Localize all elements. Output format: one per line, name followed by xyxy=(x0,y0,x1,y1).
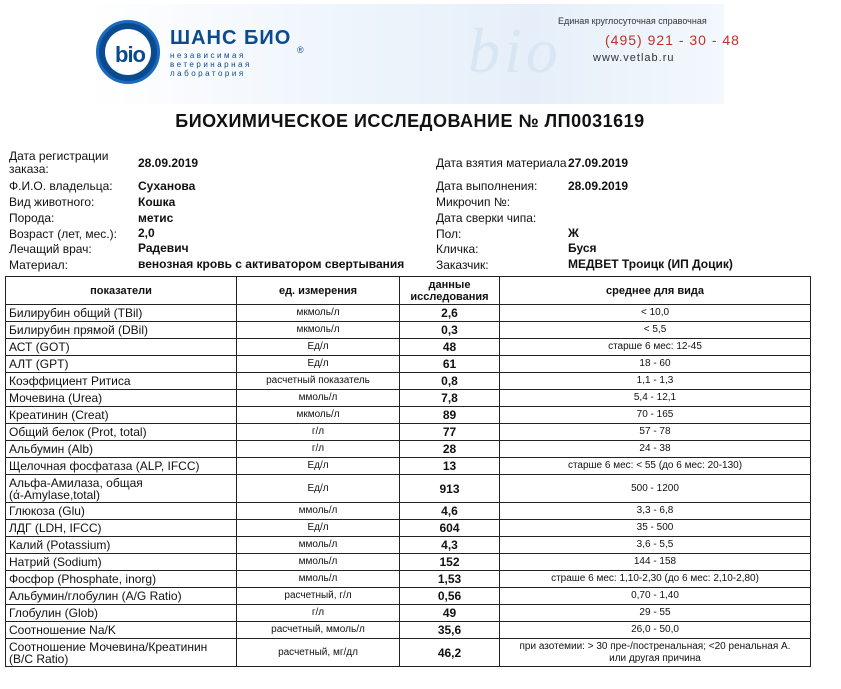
material-label: Материал: xyxy=(9,258,68,272)
row-value: 4,3 xyxy=(400,537,500,554)
species-label: Вид животного: xyxy=(9,195,95,209)
row-unit: г/л xyxy=(237,424,400,441)
row-ref: старше 6 мес: 12-45 xyxy=(500,339,811,356)
row-name: Билирубин прямой (DBil) xyxy=(6,322,237,339)
document-title: БИОХИМИЧЕСКОЕ ИССЛЕДОВАНИЕ № ЛП0031619 xyxy=(175,111,645,131)
table-row xyxy=(6,588,811,605)
row-ref: 57 - 78 xyxy=(500,424,811,441)
row-ref: 5,4 - 12,1 xyxy=(500,390,811,407)
table-row xyxy=(6,407,811,424)
table-row xyxy=(6,356,811,373)
row-value: 1,53 xyxy=(400,571,500,588)
table-row xyxy=(6,305,811,322)
row-value: 13 xyxy=(400,458,500,475)
doctor-label: Лечащий врач: xyxy=(9,242,92,256)
row-unit: Ед/л xyxy=(237,458,400,475)
row-name: Глюкоза (Glu) xyxy=(6,503,237,520)
header-value-line: данные xyxy=(428,278,471,291)
table-row xyxy=(6,339,811,356)
reg-date-label-line: заказа: xyxy=(9,162,49,176)
row-name: Альбумин/глобулин (A/G Ratio) xyxy=(6,588,237,605)
reg-date-label-line: Дата регистрации xyxy=(9,149,109,163)
row-unit: ммоль/л xyxy=(237,571,400,588)
row-ref-line: при азотемии: > 30 пре-/постренальная; <20 ренальная А. xyxy=(519,640,791,652)
row-unit: Ед/л xyxy=(237,520,400,537)
row-name: Калий (Potassium) xyxy=(6,537,237,554)
row-name: Натрий (Sodium) xyxy=(6,554,237,571)
reg-date-label xyxy=(9,150,108,176)
row-name-line: (ά-Amylase,total) xyxy=(9,487,100,502)
age: 2,0 xyxy=(138,226,155,240)
contact-label: Единая круглосуточная справочная xyxy=(558,16,707,26)
row-name: ЛДГ (LDH, IFCC) xyxy=(6,520,237,537)
row-unit: Ед/л xyxy=(237,475,400,503)
row-name: Соотношение Na/K xyxy=(6,622,237,639)
row-value: 913 xyxy=(400,475,500,503)
row-unit: Ед/л xyxy=(237,339,400,356)
row-name: Глобулин (Glob) xyxy=(6,605,237,622)
row-name-line: Альфа-Амилаза, общая xyxy=(9,475,143,490)
row-value: 61 xyxy=(400,356,500,373)
row-name: Билирубин общий (TBil) xyxy=(6,305,237,322)
row-value: 48 xyxy=(400,339,500,356)
nickname-label: Кличка: xyxy=(436,242,479,256)
row-unit: мкмоль/л xyxy=(237,407,400,424)
brand-tagline xyxy=(170,51,252,78)
table-header-row xyxy=(6,277,811,305)
row-ref-line: или другая причина xyxy=(609,652,701,664)
row-name: Фосфор (Phosphate, inorg) xyxy=(6,571,237,588)
table-row xyxy=(6,475,811,503)
sex-label: Пол: xyxy=(436,227,462,241)
sex: Ж xyxy=(568,226,579,240)
row-value: 0,8 xyxy=(400,373,500,390)
header-unit: ед. измерения xyxy=(237,277,400,305)
table-row xyxy=(6,554,811,571)
row-value: 35,6 xyxy=(400,622,500,639)
table-row xyxy=(6,622,811,639)
row-value: 89 xyxy=(400,407,500,424)
row-name: Креатинин (Creat) xyxy=(6,407,237,424)
row-ref: 24 - 38 xyxy=(500,441,811,458)
row-name: Коэффициент Ритиса xyxy=(6,373,237,390)
table-row xyxy=(6,503,811,520)
lab-logo xyxy=(96,20,160,84)
row-unit: Ед/л xyxy=(237,356,400,373)
row-unit: ммоль/л xyxy=(237,537,400,554)
row-ref: < 5,5 xyxy=(500,322,811,339)
chip-label: Микрочип №: xyxy=(436,195,511,209)
row-value: 604 xyxy=(400,520,500,537)
sample-date: 27.09.2019 xyxy=(568,156,629,170)
row-ref: 18 - 60 xyxy=(500,356,811,373)
row-name-line: (B/C Ratio) xyxy=(9,651,69,666)
registered-mark: ® xyxy=(297,45,304,55)
row-ref: 35 - 500 xyxy=(500,520,811,537)
row-unit: г/л xyxy=(237,441,400,458)
row-ref xyxy=(500,639,811,667)
customer-label: Заказчик: xyxy=(436,258,489,272)
row-value: 152 xyxy=(400,554,500,571)
doctor: Радевич xyxy=(138,241,189,255)
row-name: Мочевина (Urea) xyxy=(6,390,237,407)
row-ref: 144 - 158 xyxy=(500,554,811,571)
row-unit: ммоль/л xyxy=(237,503,400,520)
row-unit: мкмоль/л xyxy=(237,305,400,322)
done-date-label: Дата выполнения: xyxy=(436,179,538,193)
tagline-line: ветеринарная xyxy=(170,60,252,69)
row-value: 28 xyxy=(400,441,500,458)
row-unit: ммоль/л xyxy=(237,390,400,407)
reg-date: 28.09.2019 xyxy=(138,156,199,170)
species: Кошка xyxy=(138,195,176,209)
row-ref: страше 6 мес: 1,10-2,30 (до 6 мес: 2,10-2,80) xyxy=(500,571,811,588)
table-row xyxy=(6,571,811,588)
row-unit: расчетный, ммоль/л xyxy=(237,622,400,639)
header-ref: среднее для вида xyxy=(500,277,811,305)
row-name xyxy=(6,475,237,503)
done-date: 28.09.2019 xyxy=(568,179,629,193)
results-table xyxy=(5,276,811,667)
row-name: Альбумин (Alb) xyxy=(6,441,237,458)
row-unit: мкмоль/л xyxy=(237,322,400,339)
table-row xyxy=(6,639,811,667)
table-row xyxy=(6,373,811,390)
row-name xyxy=(6,639,237,667)
row-value: 4,6 xyxy=(400,503,500,520)
row-name: Щелочная фосфатаза (ALP, IFCC) xyxy=(6,458,237,475)
sample-date-label: Дата взятия материала xyxy=(436,156,567,170)
row-unit: г/л xyxy=(237,605,400,622)
customer: МЕДВЕТ Троицк (ИП Доцик) xyxy=(568,257,733,271)
age-label: Возраст (лет, мес.): xyxy=(9,227,117,241)
row-value: 49 xyxy=(400,605,500,622)
table-row xyxy=(6,537,811,554)
row-ref: 26,0 - 50,0 xyxy=(500,622,811,639)
table-row xyxy=(6,458,811,475)
row-ref: старше 6 мес: < 55 (до 6 мес: 20-130) xyxy=(500,458,811,475)
row-value: 7,8 xyxy=(400,390,500,407)
table-row xyxy=(6,520,811,537)
breed: метис xyxy=(138,211,174,225)
contact-site: www.vetlab.ru xyxy=(593,52,675,64)
logo-inner xyxy=(105,29,151,75)
row-name-line: Соотношение Мочевина/Креатинин xyxy=(9,639,208,654)
row-value: 46,2 xyxy=(400,639,500,667)
contact-phone: (495) 921 - 30 - 48 xyxy=(605,32,740,48)
row-ref: 29 - 55 xyxy=(500,605,811,622)
row-ref: 3,3 - 6,8 xyxy=(500,503,811,520)
row-ref: < 10,0 xyxy=(500,305,811,322)
row-value: 0,3 xyxy=(400,322,500,339)
table-row xyxy=(6,605,811,622)
row-value: 2,6 xyxy=(400,305,500,322)
row-name: Общий белок (Prot, total) xyxy=(6,424,237,441)
table-row xyxy=(6,441,811,458)
row-value: 77 xyxy=(400,424,500,441)
tagline-line: независимая xyxy=(170,51,246,60)
owner: Суханова xyxy=(138,179,196,193)
row-ref: 1,1 - 1,3 xyxy=(500,373,811,390)
table-row xyxy=(6,390,811,407)
row-name: АЛТ (GPT) xyxy=(6,356,237,373)
header-value xyxy=(400,277,500,305)
chip-check-label: Дата сверки чипа: xyxy=(436,211,537,225)
row-ref: 500 - 1200 xyxy=(500,475,811,503)
row-unit: расчетный, мг/дл xyxy=(237,639,400,667)
row-ref: 3,6 - 5,5 xyxy=(500,537,811,554)
logo-text: bio xyxy=(115,42,145,67)
table-row xyxy=(6,322,811,339)
brand-name: ШАНС БИО xyxy=(170,27,292,49)
nickname: Буся xyxy=(568,241,597,255)
material: венозная кровь с активатором свертывания xyxy=(138,257,405,271)
row-value: 0,56 xyxy=(400,588,500,605)
row-unit: ммоль/л xyxy=(237,554,400,571)
table-row xyxy=(6,424,811,441)
header-name: показатели xyxy=(6,277,237,305)
header-value-line: исследования xyxy=(410,290,489,303)
row-unit: расчетный, г/л xyxy=(237,588,400,605)
tagline-line: лаборатория xyxy=(170,69,246,78)
watermark-logo: bio xyxy=(468,15,562,86)
row-unit: расчетный показатель xyxy=(237,373,400,390)
row-ref: 70 - 165 xyxy=(500,407,811,424)
row-name: АСТ (GOT) xyxy=(6,339,237,356)
owner-label: Ф.И.О. владельца: xyxy=(9,179,113,193)
breed-label: Порода: xyxy=(9,211,55,225)
row-ref: 0,70 - 1,40 xyxy=(500,588,811,605)
